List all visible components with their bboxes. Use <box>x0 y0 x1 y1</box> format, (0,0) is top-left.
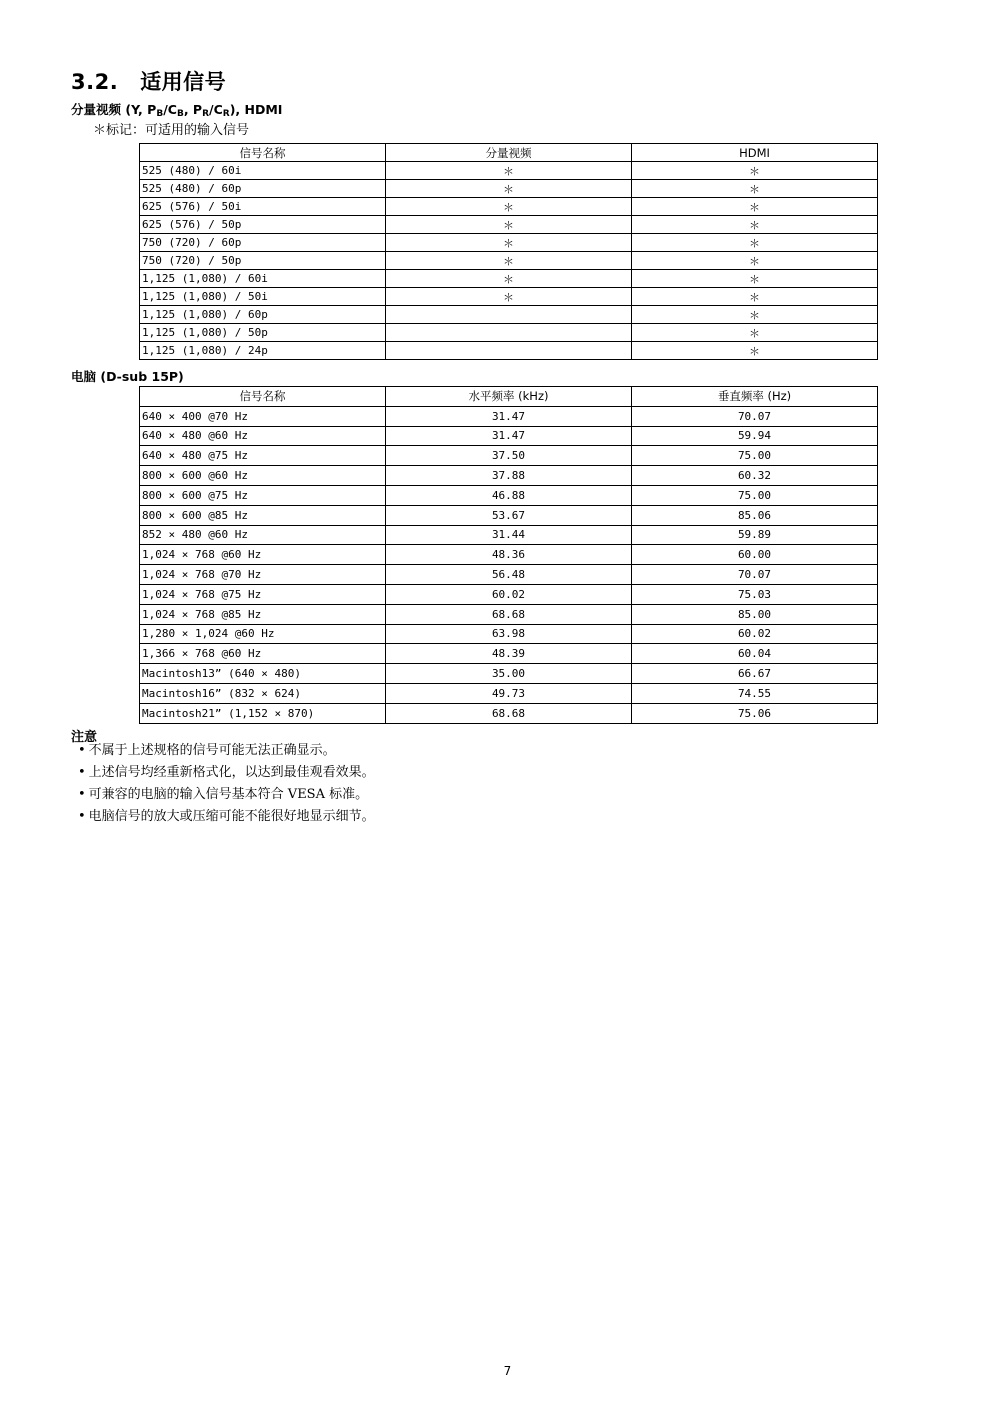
signal-name-cell: 625 (576) / 50p <box>140 216 386 234</box>
table-row <box>140 545 878 565</box>
table-row <box>140 664 878 684</box>
table-row <box>140 644 878 664</box>
value-cell <box>386 306 632 324</box>
value-cell: ＊ <box>632 252 878 270</box>
value-cell: ＊ <box>632 342 878 360</box>
signal-name-cell: 750 (720) / 60p <box>140 234 386 252</box>
signal-name-cell: 1,024 × 768 @85 Hz <box>140 604 386 624</box>
table-row <box>140 584 878 604</box>
value-cell: ＊ <box>386 234 632 252</box>
value-cell: 46.88 <box>386 485 632 505</box>
table-row <box>140 198 878 216</box>
value-cell: 66.67 <box>632 664 878 684</box>
note-text: 上述信号均经重新格式化，以达到最佳观看效果。 <box>88 765 375 780</box>
value-cell: 56.48 <box>386 565 632 585</box>
signal-name-cell: 1,125 (1,080) / 50i <box>140 288 386 306</box>
table-row <box>140 324 878 342</box>
notes-heading: 注意 <box>71 730 98 745</box>
component-signal-table <box>139 143 878 360</box>
table-row <box>140 234 878 252</box>
signal-name-cell: 1,024 × 768 @70 Hz <box>140 565 386 585</box>
note-text: 可兼容的电脑的输入信号基本符合 VESA 标准。 <box>88 787 369 802</box>
signal-name-cell: 640 × 480 @60 Hz <box>140 426 386 446</box>
signal-name-cell: 1,125 (1,080) / 60i <box>140 270 386 288</box>
signal-name-cell: 800 × 600 @60 Hz <box>140 466 386 486</box>
value-cell: 68.68 <box>386 604 632 624</box>
signal-name-cell: 800 × 600 @85 Hz <box>140 505 386 525</box>
value-cell: ＊ <box>632 324 878 342</box>
value-cell: 59.94 <box>632 426 878 446</box>
value-cell: ＊ <box>632 180 878 198</box>
value-cell: ＊ <box>386 252 632 270</box>
note-item <box>78 786 375 808</box>
signal-name-cell: Macintosh13” (640 × 480) <box>140 664 386 684</box>
column-header: 信号名称 <box>140 387 386 407</box>
value-cell: 59.89 <box>632 525 878 545</box>
value-cell: 85.00 <box>632 604 878 624</box>
note-item <box>78 764 375 786</box>
signal-name-cell: 1,024 × 768 @60 Hz <box>140 545 386 565</box>
table-row <box>140 683 878 703</box>
table-row <box>140 270 878 288</box>
signal-name-cell: 1,024 × 768 @75 Hz <box>140 584 386 604</box>
table-row <box>140 180 878 198</box>
signal-name-cell: 800 × 600 @75 Hz <box>140 485 386 505</box>
value-cell: ＊ <box>386 270 632 288</box>
section-title-text: 适用信号 <box>140 70 227 94</box>
signal-name-cell: 640 × 400 @70 Hz <box>140 406 386 426</box>
value-cell: 60.02 <box>386 584 632 604</box>
table-row <box>140 306 878 324</box>
bullet-icon: • <box>78 765 86 780</box>
table-row <box>140 252 878 270</box>
column-header: 垂直频率 (Hz) <box>632 387 878 407</box>
value-cell: 63.98 <box>386 624 632 644</box>
value-cell: 60.32 <box>632 466 878 486</box>
signal-name-cell: 625 (576) / 50i <box>140 198 386 216</box>
value-cell: 68.68 <box>386 703 632 723</box>
value-cell: 60.00 <box>632 545 878 565</box>
table-row <box>140 162 878 180</box>
value-cell <box>386 324 632 342</box>
table-row <box>140 446 878 466</box>
value-cell: ＊ <box>386 216 632 234</box>
value-cell: ＊ <box>632 234 878 252</box>
value-cell: 60.02 <box>632 624 878 644</box>
value-cell: 31.47 <box>386 426 632 446</box>
value-cell: 31.47 <box>386 406 632 426</box>
value-cell: 35.00 <box>386 664 632 684</box>
value-cell: ＊ <box>632 216 878 234</box>
value-cell: ＊ <box>386 180 632 198</box>
value-cell: ＊ <box>632 198 878 216</box>
mark-note: ＊标记：可适用的输入信号 <box>93 123 250 138</box>
value-cell <box>386 342 632 360</box>
table-row <box>140 703 878 723</box>
value-cell: 48.36 <box>386 545 632 565</box>
value-cell: 85.06 <box>632 505 878 525</box>
value-cell: ＊ <box>632 270 878 288</box>
value-cell: ＊ <box>386 288 632 306</box>
notes-list <box>78 742 375 830</box>
section-number: 3.2. <box>71 70 119 94</box>
value-cell: 75.00 <box>632 446 878 466</box>
signal-name-cell: 1,280 × 1,024 @60 Hz <box>140 624 386 644</box>
value-cell: 31.44 <box>386 525 632 545</box>
signal-name-cell: 525 (480) / 60i <box>140 162 386 180</box>
value-cell: 48.39 <box>386 644 632 664</box>
note-item <box>78 808 375 830</box>
signal-name-cell: Macintosh16” (832 × 624) <box>140 683 386 703</box>
column-header: 水平频率 (kHz) <box>386 387 632 407</box>
signal-name-cell: 1,366 × 768 @60 Hz <box>140 644 386 664</box>
value-cell: 60.04 <box>632 644 878 664</box>
signal-name-cell: 525 (480) / 60p <box>140 180 386 198</box>
component-video-heading: 分量视频 (Y, $P_B/C_B$, $P_R/C_R$), HDMI <box>71 102 283 119</box>
bullet-icon: • <box>78 787 86 802</box>
table-row <box>140 565 878 585</box>
signal-name-cell: 640 × 480 @75 Hz <box>140 446 386 466</box>
value-cell: ＊ <box>632 288 878 306</box>
value-cell: 37.88 <box>386 466 632 486</box>
table-row <box>140 525 878 545</box>
table-row <box>140 505 878 525</box>
table-row <box>140 466 878 486</box>
value-cell: 74.55 <box>632 683 878 703</box>
column-header: 信号名称 <box>140 144 386 162</box>
signal-name-cell: 750 (720) / 50p <box>140 252 386 270</box>
column-header: 分量视频 <box>386 144 632 162</box>
value-cell: ＊ <box>632 162 878 180</box>
table-header-row <box>140 387 878 407</box>
table-row <box>140 426 878 446</box>
pc-signal-table <box>139 386 878 724</box>
signal-name-cell: 1,125 (1,080) / 50p <box>140 324 386 342</box>
value-cell: 70.07 <box>632 565 878 585</box>
section-title <box>71 66 226 96</box>
value-cell: 75.06 <box>632 703 878 723</box>
signal-name-cell: Macintosh21” (1,152 × 870) <box>140 703 386 723</box>
value-cell: ＊ <box>386 198 632 216</box>
table-row <box>140 485 878 505</box>
note-item <box>78 742 375 764</box>
table-header-row <box>140 144 878 162</box>
value-cell: 70.07 <box>632 406 878 426</box>
bullet-icon: • <box>78 743 86 758</box>
page-number: 7 <box>503 1364 512 1378</box>
value-cell: ＊ <box>386 162 632 180</box>
bullet-icon: • <box>78 809 86 824</box>
table-row <box>140 624 878 644</box>
note-text: 不属于上述规格的信号可能无法正确显示。 <box>88 743 336 758</box>
table-row <box>140 342 878 360</box>
value-cell: 75.03 <box>632 584 878 604</box>
table-row <box>140 406 878 426</box>
value-cell: 49.73 <box>386 683 632 703</box>
signal-name-cell: 1,125 (1,080) / 60p <box>140 306 386 324</box>
column-header: HDMI <box>632 144 878 162</box>
signal-name-cell: 852 × 480 @60 Hz <box>140 525 386 545</box>
signal-name-cell: 1,125 (1,080) / 24p <box>140 342 386 360</box>
table-row <box>140 216 878 234</box>
table-row <box>140 288 878 306</box>
value-cell: 37.50 <box>386 446 632 466</box>
pc-heading: 电脑 (D-sub 15P) <box>71 369 184 384</box>
note-text: 电脑信号的放大或压缩可能不能很好地显示细节。 <box>88 809 375 824</box>
value-cell: 75.00 <box>632 485 878 505</box>
table-row <box>140 604 878 624</box>
value-cell: ＊ <box>632 306 878 324</box>
value-cell: 53.67 <box>386 505 632 525</box>
